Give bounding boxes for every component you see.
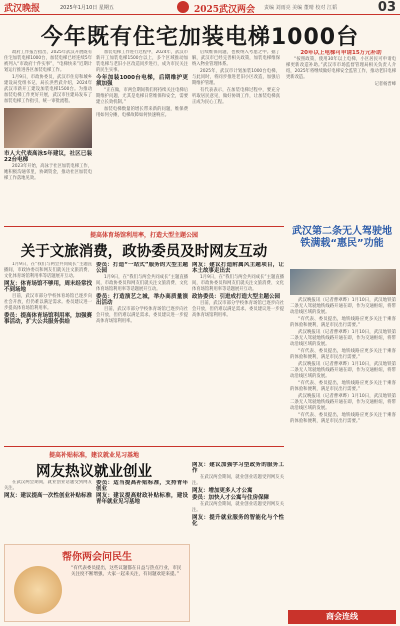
- story3-answer: 委员：适当提高补贴标准，支持青年创业: [96, 480, 188, 492]
- story1-para: 1月9日，市政协委员，武汉市住房和城乡建设局党组书记、局长洪哲武介绍，2024年武汉市新开工建设加装电梯1500台。为推动加装电梯工作更好开展，武汉市住建局发布了加装电梯工作指引，统一审批流程。: [4, 75, 92, 104]
- story1-sidebox: [286, 50, 396, 220]
- feature-para: 武汉晚报讯（记者曹翠晔）1月10日，武汉地铁第二条无人驾驶地铁线路开通在即，作为交通枢纽，将带动沿线区域的发展。: [290, 298, 396, 315]
- story2-column-2: [96, 262, 188, 442]
- sidebar-title: 帮你两会问民生: [62, 552, 132, 563]
- story1-column-1: [4, 50, 92, 220]
- masthead: 武汉晚报: [4, 4, 41, 14]
- story2-para: 1月9日，在“我们与两会共同成长”主题直播间，市政协委员和网友们就关注文旅消费、文化体育场馆利用率等话题展开互动。: [192, 275, 284, 292]
- feature-footer-bar: [288, 610, 396, 624]
- divider: [4, 446, 284, 447]
- story2-title: 关于文旅消费，政协委员及时网友互动: [20, 243, 268, 260]
- story2-question: 网友：建议打造附属风主题项目，让本土故事走出去: [192, 262, 284, 274]
- box-title: 20年以上电梯可申请15万元补助: [300, 50, 382, 56]
- feature-para: 武汉晚报讯（记者曹翠晔）1月10日，武汉地铁第二条无人驾驶地铁线路开通在即，作为交通枢纽，将带动沿线区域的发展。: [290, 394, 396, 411]
- story4-para: 在武汉两会期间，就业创业话题受到网友关注。: [192, 475, 284, 486]
- date-line: 2025年1月10日 星期五: [60, 5, 114, 11]
- page-header: [0, 0, 400, 15]
- story1-column-3: [192, 50, 280, 220]
- story4-item: 网友：提升就业服务的智能化与个性化: [192, 515, 284, 527]
- story2-kicker: 提高体育场馆利用率，打造大型主题公园: [89, 232, 198, 239]
- story3-kicker: 提高补贴标准，建议就业见习基地: [48, 452, 139, 459]
- story3-question: 网友：建议提高一次性创业补贴标准: [4, 493, 92, 499]
- story1-mid-para: “正在做，市两会期间我们将持续关注电梯后期维护问题，尤其是电梯日常维保和安全，需要建立长效机制。”: [96, 88, 188, 105]
- section-title: 2025武汉两会: [194, 5, 256, 15]
- story1-subhead: 市人大代表高泳5年建议，社区已装22台电梯: [4, 151, 92, 163]
- feature-para: 武汉晚报讯（记者曹翠晔）1月10日，武汉地铁第二条无人驾驶地铁线路开通在即，作为交通枢纽，将带动沿线区域的发展。: [290, 362, 396, 379]
- story2-para: 目前，武汉市部分学校体育场馆已逐步向社会开放，但仍难以满足需求。委员建议进一步提高体育场馆利用率。: [96, 307, 188, 324]
- feature-photo: [290, 269, 396, 295]
- editors-line: 责编 刘雨亮 美编 董晴 校对 江韬: [264, 5, 337, 11]
- feature-footer-label: 商会连线: [326, 612, 358, 621]
- box-text: “按照政策，使用30年以上电梯，小区居民可申请电梯更新改造补助。”武汉市市场监督管理局相关负责人介绍，2025年将继续做好电梯安全监管工作，推动老旧电梯更新改造。: [286, 57, 396, 80]
- story3-question: 网友：建议提高财政补贴标准，建设青年就业见习基地: [96, 493, 188, 505]
- story2-question: 网友：体育场馆不够用，周末经常找不到场地: [4, 281, 92, 293]
- story2-answer: 委员：打造演艺之城，举办高质量演出活动: [96, 294, 188, 306]
- box-byline: 记者杨晋峰: [374, 82, 396, 87]
- feature-para: “有代表、委员提出，地铁线路应更多关注于乘客的体验和便利，满足市民出行需要。”: [290, 413, 396, 424]
- feature-title: 武汉第二条无人驾驶地铁满载“惠民”功能: [292, 226, 392, 249]
- story3-column-1: [4, 480, 92, 540]
- story1-mid-para: 加装电梯数量的增长带来新的问题，维保费用如何分摊，电梯故障如何快速响应。: [96, 107, 188, 118]
- story1-right-para: 有代表表示，在加装电梯过程中，要充分听取居民意见，做好协调工作，让加装电梯真正成为民心工程。: [192, 88, 280, 105]
- story2-para: 目前，武汉市部分学校体育场馆已逐步向社会开放，但仍难以满足需求。委员建议进一步提高体育场馆利用率。: [4, 294, 92, 311]
- story4-item: 网友：建议加强学习型政务的服务工作: [192, 462, 284, 474]
- feature-para: 武汉晚报讯（记者曹翠晔）1月10日，武汉地铁第二条无人驾驶地铁线路开通在即，作为交通枢纽，将带动沿线区域的发展。: [290, 330, 396, 347]
- story1-para: 政府工作报告指出，2025年武汉开展既有住宅加装电梯1000台，加装电梯已经连续5年被列入“市政府十件实事”，“电梯快来”近期计划运行推进各区加装电梯工作。: [4, 50, 92, 73]
- story1-right-para: 2025年，武汉市计划加装1000台电梯，与此同时，将同步推进老旧小区改造，加强后期维护管理。: [192, 69, 280, 86]
- sidebar-text: “有代表委员提出，这些议题都在日益与热点行业，市民关注度不断增强，大家一起来关注，有问题欢迎来提。”: [71, 566, 182, 577]
- story1-subhead: 今年加装1000台电梯，后期维护更须加强: [96, 75, 188, 87]
- story1-right-para: 后续维保问题，也被纳入考虑之中。据了解，武汉市已经完善相关政策，加装电梯维保纳入物业管理体系。: [192, 50, 280, 67]
- divider: [4, 226, 284, 227]
- feature-body: [290, 266, 396, 606]
- story3-column-2: [96, 480, 188, 540]
- story4-item: 网友：增加更多人才公寓: [192, 488, 253, 494]
- story2-answer: 委员：提高体育场馆利用率，加强赛事活动，扩大公共服务供给: [4, 313, 92, 325]
- emblem-icon: [177, 1, 189, 13]
- story2-answer: 委员：打造“一站式”服务的大型主题公园: [96, 262, 188, 274]
- story2-para: 目前，武汉市部分学校体育场馆已逐步向社会开放，但仍难以满足需求。委员建议进一步提高体育场馆利用率。: [192, 301, 284, 318]
- feature-para: “有代表、委员提出，地铁线路应更多关注于乘客的体验和便利，满足市民出行需要。”: [290, 349, 396, 360]
- story1-column-2: [96, 50, 188, 220]
- feature-para: “有代表、委员提出，地铁线路应更多关注于乘客的体验和便利，满足市民出行需要。”: [290, 317, 396, 328]
- story4-item: 委员：加快人才公寓与住房保障: [192, 495, 270, 501]
- story2-para: 1月9日，在“我们与两会共同成长”主题直播间，市政协委员和网友们就关注文旅消费、文化体育场馆利用率等话题展开互动。: [4, 262, 92, 279]
- story2-answer: 政协委员：引进成打造大型主题公园: [192, 294, 281, 300]
- sidebar-badge-icon: [14, 566, 62, 614]
- story2-column-1: [4, 262, 92, 442]
- feature-para: “有代表、委员提出，地铁线路应更多关注于乘客的体验和便利，满足市民出行需要。”: [290, 381, 396, 392]
- main-headline: 今年既有住宅加装电梯1000台: [40, 25, 360, 50]
- page-number: 03: [377, 0, 396, 15]
- story1-mid-para: 加装电梯工作进行过程中，2024年，武汉市新开工加装电梯1500台以上，多个区域推动加装电梯与老旧小区改造同步进行，成为市民关注的民生实事。: [96, 50, 188, 73]
- story1-photo: [4, 108, 92, 148]
- story1-para: 2023年开始，高泳于社区加装电梯工作，她积极沟通邻里，协调资金，推动社区加装电梯工作落地见效。: [4, 164, 92, 181]
- story4-column: [192, 462, 284, 612]
- story3-title: 网友热议就业创业: [36, 463, 152, 480]
- story3-para: 在武汉两会期间，就业创业话题受到网友关注。: [4, 480, 92, 491]
- story2-para: 1月9日，在“我们与两会共同成长”主题直播间，市政协委员和网友们就关注文旅消费、文化体育场馆利用率等话题展开互动。: [96, 275, 188, 292]
- story2-column-3: [192, 262, 284, 442]
- story4-para: 在武汉两会期间，就业创业话题受到网友关注。: [192, 502, 284, 513]
